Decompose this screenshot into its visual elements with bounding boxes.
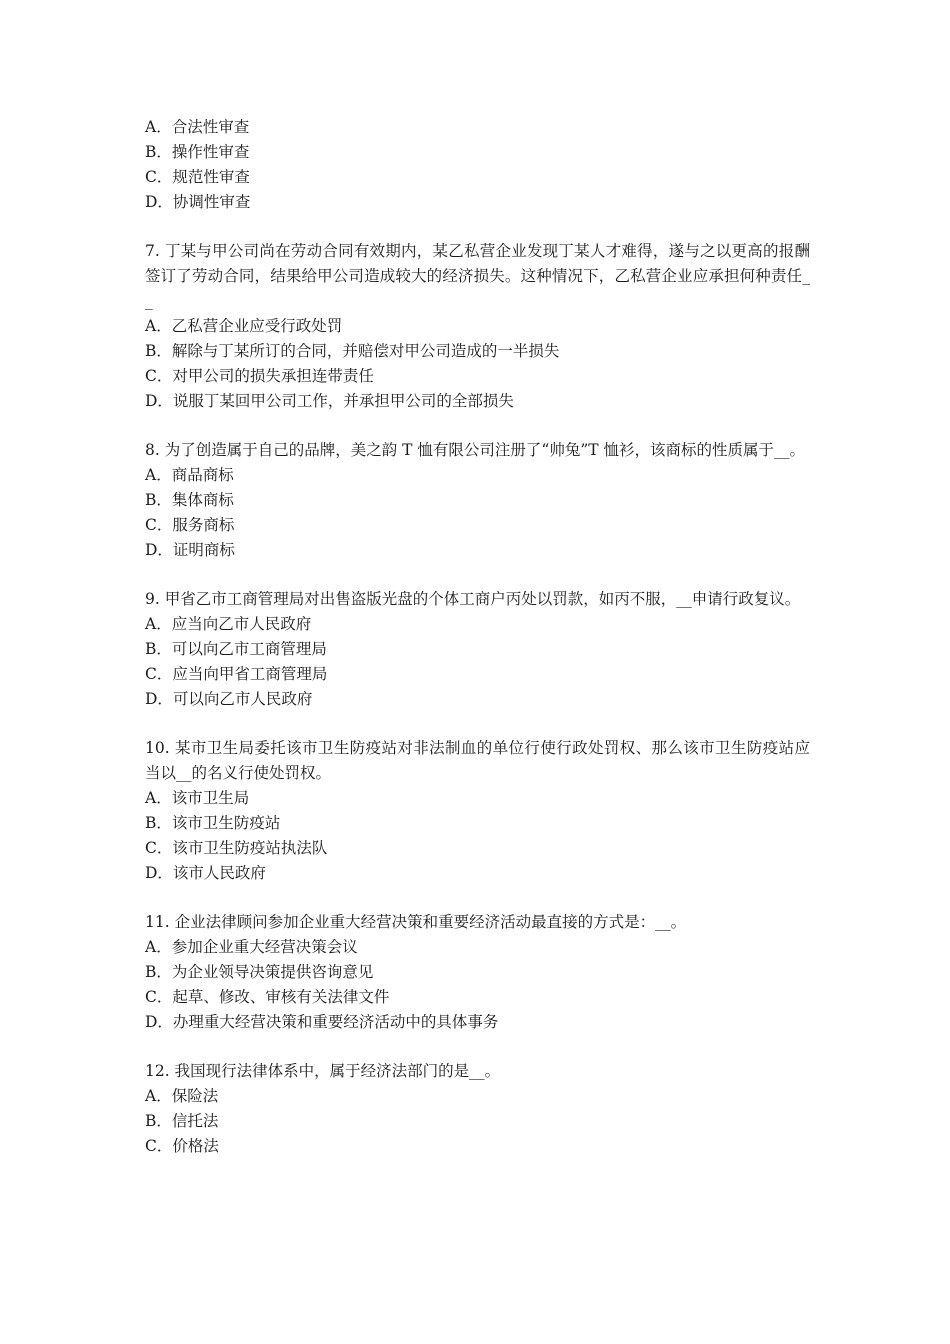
option-b: B．解除与丁某所订的合同，并赔偿对甲公司造成的一半损失	[145, 342, 560, 360]
question-12	[145, 1059, 810, 1159]
option-d: D．办理重大经营决策和重要经济活动中的具体事务	[145, 1013, 499, 1031]
question-stem: 9. 甲省乙市工商管理局对出售盗版光盘的个体工商户丙处以罚款，如丙不服，__申请行政复议。	[145, 590, 801, 608]
option-b: B．可以向乙市工商管理局	[145, 640, 327, 658]
option-c: C．服务商标	[145, 516, 235, 534]
option-d: D．该市人民政府	[145, 864, 266, 882]
question-10	[145, 736, 810, 886]
option-c: C．对甲公司的损失承担连带责任	[145, 367, 374, 385]
option-c: C．该市卫生防疫站执法队	[145, 839, 328, 857]
option-c: C．应当向甲省工商管理局	[145, 665, 328, 683]
option-d: D．证明商标	[145, 541, 235, 559]
question-11	[145, 910, 810, 1035]
option-c: C．规范性审查	[145, 168, 250, 186]
question-stem: 8. 为了创造属于自己的品牌，美之韵 T 恤有限公司注册了“帅兔”T 恤衫，该商标的性质属于__。	[145, 441, 806, 459]
option-b: B．操作性审查	[145, 143, 250, 161]
option-b: B．该市卫生防疫站	[145, 814, 281, 832]
option-a: A．保险法	[145, 1087, 219, 1105]
option-c: C．价格法	[145, 1137, 219, 1155]
option-b: B．为企业领导决策提供咨询意见	[145, 963, 374, 981]
option-d: D．说服丁某回甲公司工作，并承担甲公司的全部损失	[145, 392, 514, 410]
question-9	[145, 587, 810, 712]
option-a: A．该市卫生局	[145, 789, 250, 807]
option-c: C．起草、修改、审核有关法律文件	[145, 988, 390, 1006]
question-stem: 10. 某市卫生局委托该市卫生防疫站对非法制血的单位行使行政处罚权、那么该市卫生防疫站应当以__的名义行使处罚权。	[145, 739, 810, 782]
option-d: D．可以向乙市人民政府	[145, 690, 313, 708]
question-stem: 7. 丁某与甲公司尚在劳动合同有效期内，某乙私营企业发现丁某人才难得，遂与之以更高的报酬签订了劳动合同，结果给甲公司造成较大的经济损失。这种情况下，乙私营企业应承担何种责任__	[145, 242, 810, 310]
question-8	[145, 438, 810, 563]
question-stem: 11. 企业法律顾问参加企业重大经营决策和重要经济活动最直接的方式是：__。	[145, 913, 687, 931]
question-6-continued	[145, 115, 810, 215]
option-a: A．参加企业重大经营决策会议	[145, 938, 358, 956]
option-b: B．集体商标	[145, 491, 234, 509]
option-a: A．乙私营企业应受行政处罚	[145, 317, 343, 335]
option-a: A．合法性审查	[145, 118, 250, 136]
option-a: A．应当向乙市人民政府	[145, 615, 312, 633]
option-d: D．协调性审查	[145, 193, 251, 211]
question-stem: 12. 我国现行法律体系中，属于经济法部门的是__。	[145, 1062, 501, 1080]
option-b: B．信托法	[145, 1112, 219, 1130]
option-a: A．商品商标	[145, 466, 234, 484]
document-page	[145, 115, 810, 1159]
question-7	[145, 239, 810, 414]
